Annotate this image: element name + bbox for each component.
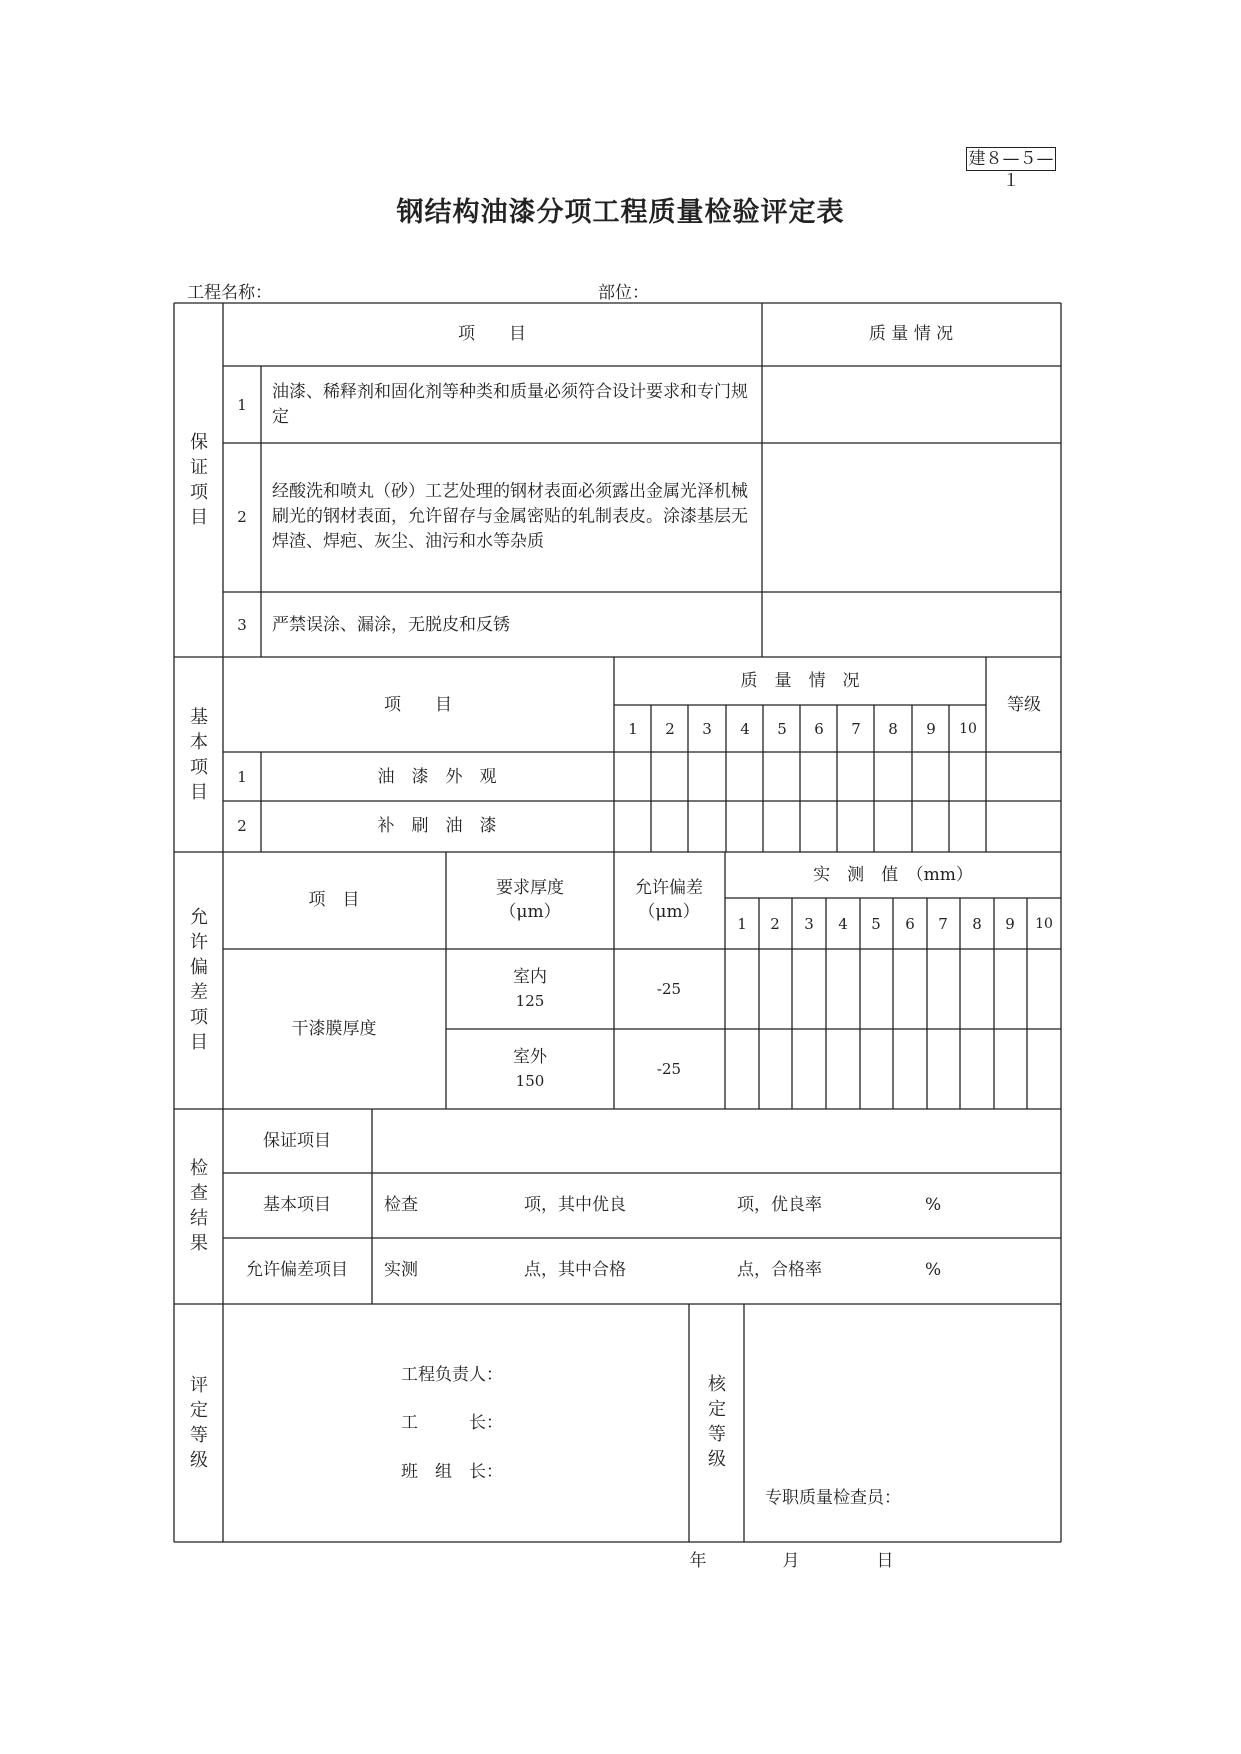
- result-basic-check: 检查: [384, 1195, 418, 1215]
- result-tolerance-label: 允许偏差项目: [246, 1260, 348, 1280]
- basic-col-quality: 质 量 情 况: [740, 671, 860, 691]
- tolerance-col-measured: 实 测 值 （mm）: [813, 865, 973, 885]
- result-tolerance-pass: 点，其中合格: [524, 1260, 626, 1280]
- basic-point-header: 8: [888, 720, 898, 738]
- tolerance-item-name: 干漆膜厚度: [291, 1019, 377, 1039]
- basic-point-header: 1: [628, 720, 638, 738]
- form-code: 建８—５—１: [966, 147, 1056, 171]
- basic-point-header: 10: [959, 721, 977, 737]
- person-in-charge-label: 工程负责人：: [401, 1365, 503, 1385]
- basic-col-grade: 等级: [1007, 695, 1041, 715]
- guarantee-col-quality: 质 量 情 况: [868, 324, 954, 344]
- tolerance-row-2-dev: -25: [656, 1060, 682, 1078]
- tolerance-point-header: 9: [1005, 915, 1015, 933]
- tolerance-point-header: 10: [1035, 916, 1053, 932]
- basic-section-label: 基本项目: [190, 707, 208, 803]
- basic-row-1-text: 油 漆 外 观: [377, 767, 497, 787]
- tolerance-row-1-req: 室内: [513, 967, 547, 987]
- basic-row-2-no: 2: [237, 817, 247, 835]
- basic-point-header: 2: [665, 720, 675, 738]
- guarantee-row-3-no: 3: [237, 616, 247, 634]
- tolerance-point-header: 3: [804, 915, 814, 933]
- basic-row-2-text: 补 刷 油 漆: [377, 816, 497, 836]
- tolerance-row-2-req-value: 150: [515, 1072, 545, 1090]
- basic-row-1-no: 1: [237, 768, 247, 786]
- tolerance-point-header: 4: [838, 915, 848, 933]
- result-section-label: 检查结果: [190, 1158, 208, 1254]
- date-day: 日: [876, 1551, 894, 1571]
- result-guarantee-label: 保证项目: [263, 1131, 331, 1151]
- result-tolerance-rate: 点，合格率: [737, 1260, 822, 1280]
- page-title: 钢结构油漆分项工程质量检验评定表: [396, 197, 845, 228]
- basic-point-header: 5: [777, 720, 787, 738]
- guarantee-row-3-text: 严禁误涂、漏涂，无脱皮和反锈: [272, 615, 510, 635]
- basic-col-item: 项 目: [384, 695, 452, 715]
- tolerance-point-header: 1: [737, 915, 747, 933]
- inspector-label: 专职质量检查员：: [765, 1488, 901, 1508]
- tolerance-col-req-unit: （μm）: [499, 902, 561, 922]
- team-leader-label: 班 组 长：: [401, 1462, 503, 1482]
- tolerance-point-header: 6: [905, 915, 915, 933]
- basic-point-header: 7: [851, 720, 861, 738]
- tolerance-col-req: 要求厚度: [496, 878, 564, 898]
- tolerance-row-1-dev: -25: [656, 980, 682, 998]
- result-basic-good: 项，其中优良: [524, 1195, 626, 1215]
- project-name-label: 工程名称：: [187, 283, 272, 303]
- foreman-label: 工 长：: [401, 1413, 503, 1433]
- tolerance-point-header: 2: [770, 915, 780, 933]
- basic-point-header: 9: [926, 720, 936, 738]
- guarantee-row-1-text: 油漆、稀释剂和固化剂等种类和质量必须符合设计要求和专门规定: [272, 382, 748, 427]
- guarantee-section-label: 保证项目: [190, 432, 208, 528]
- result-basic-label: 基本项目: [263, 1195, 331, 1215]
- result-tolerance-percent: %: [925, 1260, 942, 1280]
- result-tolerance-measured: 实测: [384, 1260, 418, 1280]
- tolerance-section-label: 允许偏差项目: [190, 907, 208, 1053]
- tolerance-row-1-req-value: 125: [515, 992, 545, 1010]
- guarantee-row-2-no: 2: [237, 508, 247, 526]
- grade-section-label: 评定等级: [190, 1375, 208, 1471]
- basic-point-header: 4: [740, 720, 750, 738]
- guarantee-row-1-no: 1: [237, 396, 247, 414]
- guarantee-row-2-text: 经酸洗和喷丸（砂）工艺处理的钢材表面必须露出金属光泽机械刷光的钢材表面，允许留存与金属密贴的轧制表皮。涂漆基层无焊渣、焊疤、灰尘、油污和水等杂质: [272, 481, 748, 552]
- date-month: 月: [782, 1551, 800, 1571]
- tolerance-row-2-req: 室外: [513, 1047, 547, 1067]
- result-basic-percent: %: [925, 1195, 942, 1215]
- tolerance-col-dev: 允许偏差: [635, 878, 703, 898]
- tolerance-col-item: 项 目: [308, 890, 360, 910]
- verify-section-label: 核定等级: [708, 1374, 726, 1470]
- tolerance-point-header: 8: [972, 915, 982, 933]
- date-year: 年: [689, 1551, 707, 1571]
- basic-point-header: 6: [814, 720, 824, 738]
- tolerance-point-header: 7: [938, 915, 948, 933]
- location-label: 部位：: [598, 283, 649, 303]
- guarantee-col-item: 项 目: [458, 324, 526, 344]
- tolerance-col-dev-unit: （μm）: [638, 902, 700, 922]
- tolerance-point-header: 5: [871, 915, 881, 933]
- result-basic-rate: 项，优良率: [737, 1195, 822, 1215]
- basic-point-header: 3: [702, 720, 712, 738]
